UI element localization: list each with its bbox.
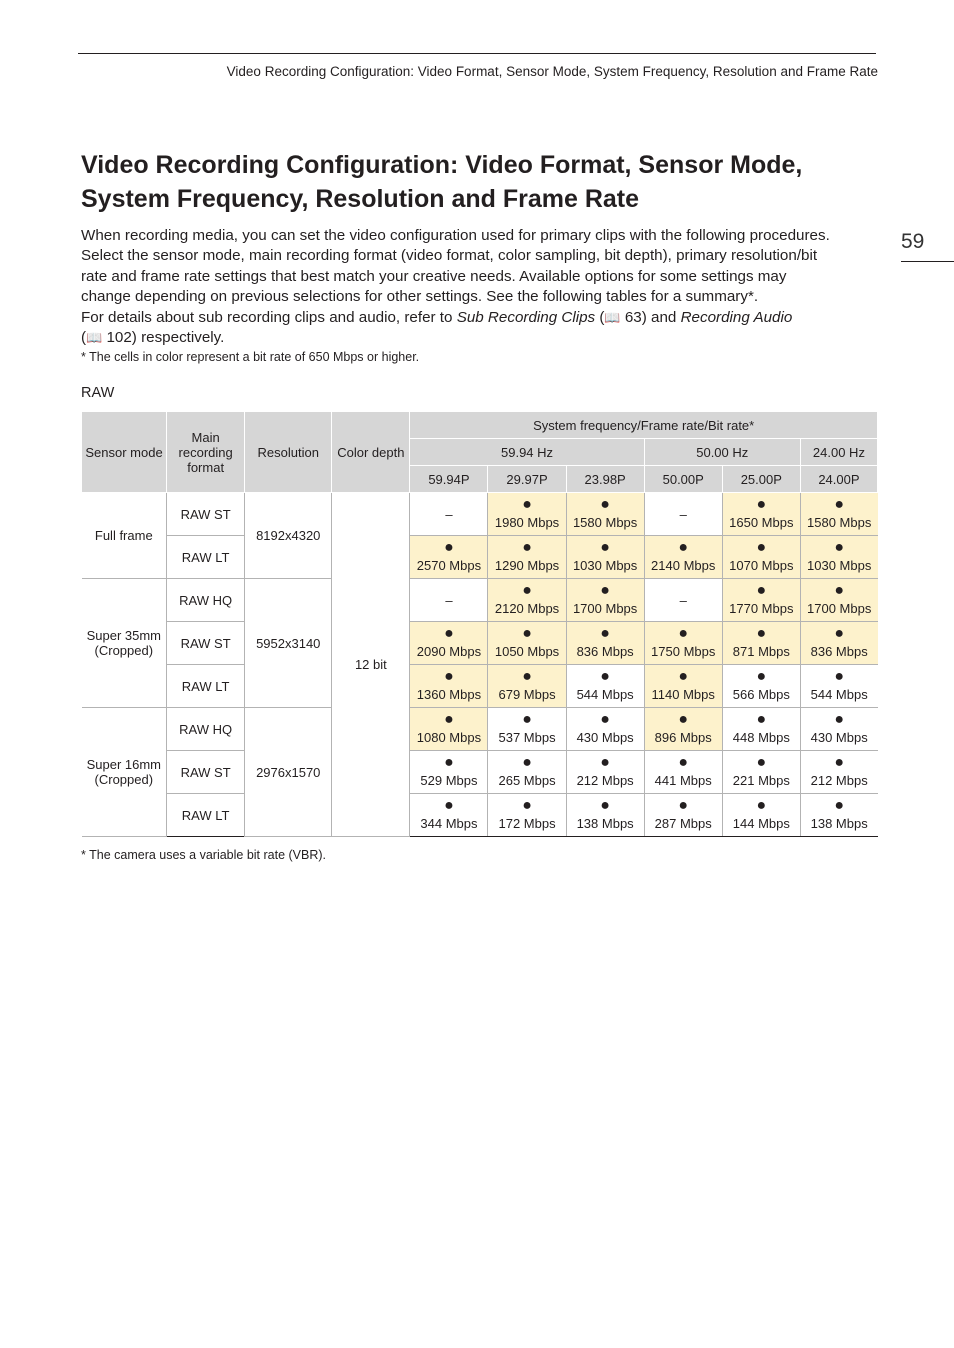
color-depth-cell: 12 bit	[332, 493, 410, 837]
bitrate-value: 1750 Mbps	[651, 644, 716, 659]
available-dot-icon: ●	[678, 625, 689, 642]
bitrate-cell	[800, 708, 877, 751]
bitrate-value: 566 Mbps	[732, 687, 790, 702]
bitrate-value: 172 Mbps	[498, 816, 556, 831]
available-dot-icon: ●	[834, 625, 845, 642]
bitrate-cell	[566, 708, 644, 751]
bitrate-value: 1050 Mbps	[494, 644, 560, 659]
intro-text	[81, 226, 881, 366]
bitrate-value: 441 Mbps	[654, 773, 712, 788]
available-dot-icon: ●	[756, 668, 767, 685]
table-row	[82, 622, 878, 665]
format-cell: RAW ST	[167, 493, 245, 536]
available-dot-icon: ●	[678, 754, 689, 771]
bitrate-value: 1070 Mbps	[729, 558, 794, 573]
page-title-line-1: Video Recording Configuration: Video Format, Sensor Mode,	[81, 151, 803, 179]
header-frame-rate: 24.00P	[800, 466, 877, 493]
bitrate-value: 544 Mbps	[576, 687, 634, 702]
available-dot-icon: ●	[756, 582, 767, 599]
bitrate-cell	[644, 751, 722, 794]
table-body	[82, 493, 878, 837]
bitrate-cell	[644, 622, 722, 665]
bitrate-value: 430 Mbps	[576, 730, 634, 745]
bitrate-value: 1980 Mbps	[494, 515, 560, 530]
available-dot-icon: ●	[444, 625, 454, 642]
sub-recording-clips-link[interactable]: Sub Recording Clips	[456, 308, 596, 326]
format-cell: RAW HQ	[167, 708, 245, 751]
available-dot-icon: ●	[522, 668, 532, 685]
available-dot-icon: ●	[756, 539, 767, 556]
bitrate-cell	[800, 622, 877, 665]
available-dot-icon: ●	[522, 496, 532, 513]
available-dot-icon: ●	[834, 539, 845, 556]
bitrate-cell	[488, 536, 566, 579]
bitrate-cell	[800, 579, 877, 622]
bitrate-cell	[800, 536, 877, 579]
bitrate-value: 2120 Mbps	[494, 601, 560, 616]
available-dot-icon: ●	[522, 539, 532, 556]
bitrate-value: 430 Mbps	[810, 730, 868, 745]
bitrate-cell	[488, 493, 566, 536]
bitrate-value: 448 Mbps	[732, 730, 790, 745]
available-dot-icon: ●	[756, 625, 767, 642]
available-dot-icon: ●	[834, 754, 845, 771]
bitrate-cell	[644, 794, 722, 837]
page-title	[81, 148, 881, 216]
intro-line: Select the sensor mode, main recording format (video format, color sampling, bit depth), primary resolution/bit	[81, 247, 818, 265]
available-dot-icon: ●	[444, 539, 454, 556]
bitrate-value: 1580 Mbps	[807, 515, 872, 530]
bitrate-value: 896 Mbps	[654, 730, 712, 745]
resolution-cell: 5952x3140	[245, 579, 332, 708]
color-footnote: * The cells in color represent a bit rate of 650 Mbps or higher.	[81, 350, 420, 365]
bitrate-cell	[566, 579, 644, 622]
format-cell: RAW ST	[167, 751, 245, 794]
bitrate-value: 679 Mbps	[498, 687, 556, 702]
bitrate-value: 2090 Mbps	[416, 644, 482, 659]
bitrate-cell	[800, 665, 877, 708]
available-dot-icon: ●	[756, 711, 767, 728]
available-dot-icon: ●	[522, 797, 532, 814]
bitrate-value: 265 Mbps	[498, 773, 556, 788]
available-dot-icon: ●	[522, 754, 532, 771]
bitrate-cell	[722, 493, 800, 536]
book-icon: 📖	[86, 330, 103, 346]
bitrate-value: 144 Mbps	[732, 816, 790, 831]
bitrate-value: 1650 Mbps	[729, 515, 794, 530]
bitrate-cell	[644, 665, 722, 708]
resolution-cell: 2976x1570	[245, 708, 332, 837]
bitrate-value: 836 Mbps	[576, 644, 634, 659]
bitrate-cell	[722, 708, 800, 751]
available-dot-icon: ●	[834, 711, 845, 728]
available-dot-icon: ●	[678, 539, 689, 556]
available-dot-icon: ●	[600, 754, 610, 771]
bitrate-value: 212 Mbps	[810, 773, 868, 788]
bitrate-cell	[488, 708, 566, 751]
unavailable-dash: –	[679, 506, 687, 522]
available-dot-icon: ●	[522, 625, 532, 642]
section-label-raw: RAW	[81, 385, 115, 401]
raw-config-table	[81, 411, 878, 837]
bitrate-cell	[722, 794, 800, 837]
available-dot-icon: ●	[522, 711, 532, 728]
running-head: Video Recording Configuration: Video Format, Sensor Mode, System Frequency, Resolution and Frame Rate	[226, 64, 878, 79]
available-dot-icon: ●	[600, 582, 610, 599]
available-dot-icon: ●	[756, 797, 767, 814]
unavailable-dash: –	[679, 592, 687, 608]
available-dot-icon: ●	[522, 582, 532, 599]
page-title-line-2: System Frequency, Resolution and Frame Rate	[81, 185, 640, 213]
available-dot-icon: ●	[600, 711, 610, 728]
available-dot-icon: ●	[444, 754, 454, 771]
bitrate-value: 1140 Mbps	[651, 687, 715, 702]
header-freq-5994: 59.94 Hz	[410, 439, 644, 466]
bitrate-value: 544 Mbps	[810, 687, 868, 702]
format-cell: RAW ST	[167, 622, 245, 665]
intro-line: rate and frame rate settings that best match your creative needs. Available options for some settings may	[81, 267, 787, 285]
bitrate-cell	[644, 536, 722, 579]
intro-reference-line: For details about sub recording clips and audio, refer to Sub Recording Clips (📖 63) and Recording Audio	[81, 308, 881, 328]
bitrate-cell	[410, 493, 488, 536]
header-system-group: System frequency/Frame rate/Bit rate*	[410, 412, 878, 439]
available-dot-icon: ●	[444, 797, 454, 814]
table-row	[82, 708, 878, 751]
available-dot-icon: ●	[756, 496, 767, 513]
table-row	[82, 665, 878, 708]
book-icon: 📖	[604, 309, 621, 325]
bitrate-cell	[722, 751, 800, 794]
page-number: 59	[901, 230, 925, 253]
header-resolution: Resolution	[245, 412, 332, 493]
bitrate-cell	[566, 751, 644, 794]
bitrate-value: 344 Mbps	[420, 816, 478, 831]
available-dot-icon: ●	[678, 668, 689, 685]
available-dot-icon: ●	[678, 711, 689, 728]
bitrate-cell	[410, 751, 488, 794]
page-number-rule	[901, 261, 954, 262]
available-dot-icon: ●	[444, 711, 454, 728]
bitrate-value: 836 Mbps	[810, 644, 868, 659]
bitrate-cell	[410, 708, 488, 751]
bitrate-cell	[488, 665, 566, 708]
bitrate-cell	[410, 794, 488, 837]
header-main-format: Main recording format	[167, 412, 245, 493]
sensor-mode-text: Super 16mm	[86, 757, 161, 772]
bitrate-cell	[410, 579, 488, 622]
bitrate-cell	[566, 536, 644, 579]
unavailable-dash: –	[445, 506, 453, 522]
table-row	[82, 794, 878, 837]
bitrate-cell	[410, 622, 488, 665]
bitrate-cell	[644, 493, 722, 536]
intro-reference-line-2: (📖 102) respectively.	[81, 328, 881, 348]
bitrate-cell	[488, 579, 566, 622]
bitrate-cell	[566, 622, 644, 665]
bitrate-cell	[722, 622, 800, 665]
header-frame-rate: 50.00P	[644, 466, 722, 493]
recording-audio-link[interactable]: Recording Audio	[680, 308, 793, 326]
available-dot-icon: ●	[756, 754, 767, 771]
header-freq-2400: 24.00 Hz	[800, 439, 877, 466]
bitrate-value: 2570 Mbps	[416, 558, 482, 573]
bitrate-value: 2140 Mbps	[651, 558, 716, 573]
header-sensor-mode: Sensor mode	[82, 412, 167, 493]
format-cell: RAW LT	[167, 665, 245, 708]
bitrate-cell	[566, 493, 644, 536]
bitrate-cell	[722, 536, 800, 579]
sensor-mode-text: Full frame	[94, 528, 153, 543]
sensor-mode-text: (Cropped)	[94, 772, 154, 787]
format-cell: RAW LT	[167, 536, 245, 579]
sensor-mode-cell	[82, 493, 167, 579]
header-color-depth: Color depth	[332, 412, 410, 493]
available-dot-icon: ●	[444, 668, 454, 685]
bitrate-value: 1030 Mbps	[572, 558, 638, 573]
format-cell: RAW HQ	[167, 579, 245, 622]
available-dot-icon: ●	[600, 539, 610, 556]
available-dot-icon: ●	[600, 496, 610, 513]
bitrate-value: 871 Mbps	[732, 644, 790, 659]
intro-line: When recording media, you can set the video configuration used for primary clips with the following procedures.	[81, 227, 830, 244]
bitrate-cell	[800, 794, 877, 837]
bitrate-value: 1700 Mbps	[807, 601, 872, 616]
header-freq-5000: 50.00 Hz	[644, 439, 800, 466]
top-rule	[78, 53, 876, 54]
bitrate-cell	[722, 665, 800, 708]
intro-line: change depending on previous selections for other settings. See the following tables for a summary*.	[81, 288, 759, 306]
bitrate-value: 1030 Mbps	[807, 558, 872, 573]
available-dot-icon: ●	[600, 625, 610, 642]
available-dot-icon: ●	[834, 668, 845, 685]
vbr-footnote: * The camera uses a variable bit rate (VBR).	[81, 848, 327, 862]
header-frame-rate: 23.98P	[566, 466, 644, 493]
bitrate-value: 287 Mbps	[654, 816, 712, 831]
format-cell: RAW LT	[167, 794, 245, 837]
bitrate-value: 1290 Mbps	[494, 558, 560, 573]
table-row	[82, 493, 878, 536]
sensor-mode-cell	[82, 579, 167, 708]
header-frame-rate: 25.00P	[722, 466, 800, 493]
bitrate-cell	[410, 665, 488, 708]
unavailable-dash: –	[445, 592, 453, 608]
bitrate-value: 537 Mbps	[498, 730, 556, 745]
bitrate-value: 1700 Mbps	[572, 601, 638, 616]
bitrate-value: 138 Mbps	[576, 816, 634, 831]
header-frame-rate: 29.97P	[488, 466, 566, 493]
bitrate-cell	[566, 794, 644, 837]
sensor-mode-text: Super 35mm	[86, 628, 161, 643]
bitrate-cell	[488, 751, 566, 794]
sensor-mode-text: (Cropped)	[94, 643, 154, 658]
resolution-cell: 8192x4320	[245, 493, 332, 579]
header-frame-rate: 59.94P	[410, 466, 488, 493]
bitrate-value: 1770 Mbps	[729, 601, 794, 616]
sensor-mode-cell	[82, 708, 167, 837]
bitrate-cell	[410, 536, 488, 579]
bitrate-value: 1580 Mbps	[572, 515, 638, 530]
bitrate-cell	[644, 579, 722, 622]
bitrate-cell	[800, 751, 877, 794]
bitrate-cell	[644, 708, 722, 751]
bitrate-cell	[488, 622, 566, 665]
bitrate-value: 221 Mbps	[732, 773, 790, 788]
bitrate-value: 529 Mbps	[420, 773, 478, 788]
table-row	[82, 579, 878, 622]
available-dot-icon: ●	[834, 797, 845, 814]
available-dot-icon: ●	[834, 582, 845, 599]
bitrate-cell	[800, 493, 877, 536]
table-row	[82, 751, 878, 794]
available-dot-icon: ●	[600, 797, 610, 814]
bitrate-cell	[488, 794, 566, 837]
bitrate-value: 1080 Mbps	[416, 730, 482, 745]
table-row	[82, 536, 878, 579]
bitrate-value: 1360 Mbps	[416, 687, 482, 702]
bitrate-value: 138 Mbps	[810, 816, 868, 831]
bitrate-cell	[722, 579, 800, 622]
available-dot-icon: ●	[600, 668, 610, 685]
available-dot-icon: ●	[834, 496, 845, 513]
bitrate-cell	[566, 665, 644, 708]
available-dot-icon: ●	[678, 797, 689, 814]
bitrate-value: 212 Mbps	[576, 773, 634, 788]
